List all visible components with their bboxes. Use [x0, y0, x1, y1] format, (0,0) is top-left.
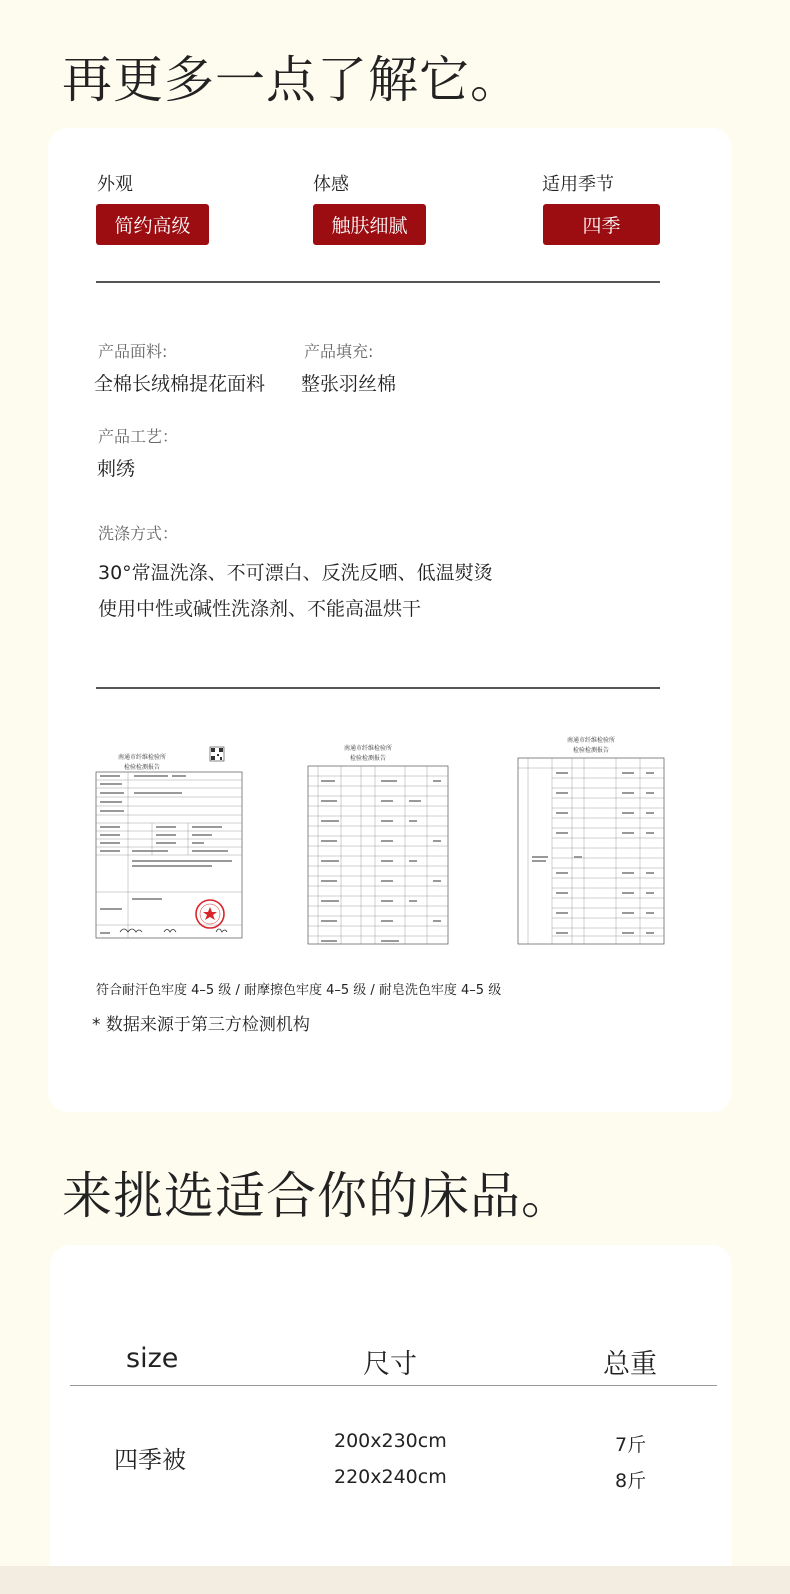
bottom-strip	[0, 1566, 790, 1594]
table-header-dimensions: 尺寸	[363, 1349, 417, 1380]
compliance-note: 符合耐汗色牢度 4–5 级 / 耐摩擦色牢度 4–5 级 / 耐皂洗色牢度 4–5 级	[96, 983, 502, 998]
table-row-product-name: 四季被	[114, 1446, 186, 1474]
report-1-title-1: 南通市纤维检验所	[117, 754, 167, 761]
section-title-choose-bedding: 来挑选适合你的床品。	[62, 1167, 572, 1225]
fabric-label: 产品面料:	[98, 342, 168, 361]
feature-label-season: 适用季节	[542, 174, 614, 195]
table-row-size-1: 200x230cm	[334, 1430, 447, 1452]
report-1-title-2: 检验检测报告	[123, 764, 161, 771]
divider-bottom	[96, 687, 660, 689]
official-seal-stamp-icon	[196, 900, 224, 928]
qr-code-icon	[210, 747, 224, 761]
section-title-learn-more: 再更多一点了解它。	[62, 51, 521, 109]
report-2-title-2: 检验检测报告	[349, 755, 387, 762]
table-row-weight-2: 8斤	[615, 1470, 647, 1492]
test-report-document-3	[516, 730, 666, 948]
divider-top	[96, 281, 660, 283]
feature-tag-feel: 触肤细腻	[313, 204, 426, 245]
test-report-document-1	[92, 742, 244, 954]
report-2-title-1: 南通市纤维检验所	[343, 745, 393, 752]
test-report-document-2	[305, 740, 451, 948]
fill-value: 整张羽丝棉	[301, 373, 397, 395]
wash-label: 洗涤方式：	[98, 524, 179, 543]
craft-label: 产品工艺：	[98, 427, 179, 446]
data-source-note: * 数据来源于第三方检测机构	[92, 1015, 310, 1035]
feature-tag-appearance: 简约高级	[96, 204, 209, 245]
report-3-title-2: 检验检测报告	[572, 747, 610, 754]
table-header-divider	[70, 1385, 717, 1386]
craft-value: 刺绣	[97, 458, 136, 480]
feature-tag-season: 四季	[543, 204, 660, 245]
report-3-title-1: 南通市纤维检验所	[566, 737, 616, 744]
fill-label: 产品填充:	[304, 342, 374, 361]
size-table-card	[50, 1245, 732, 1585]
wash-instruction-2: 使用中性或碱性洗涤剂、不能高温烘干	[98, 598, 422, 620]
fabric-value: 全棉长绒棉提花面料	[94, 373, 266, 395]
table-row-weight-1: 7斤	[615, 1434, 647, 1456]
table-header-weight: 总重	[603, 1349, 657, 1380]
table-row-size-2: 220x240cm	[334, 1466, 447, 1488]
feature-label-feel: 体感	[313, 174, 349, 195]
wash-instruction-1: 30°常温洗涤、不可漂白、反洗反晒、低温熨烫	[98, 562, 493, 584]
table-header-size: size	[126, 1343, 179, 1374]
feature-label-appearance: 外观	[97, 174, 133, 195]
